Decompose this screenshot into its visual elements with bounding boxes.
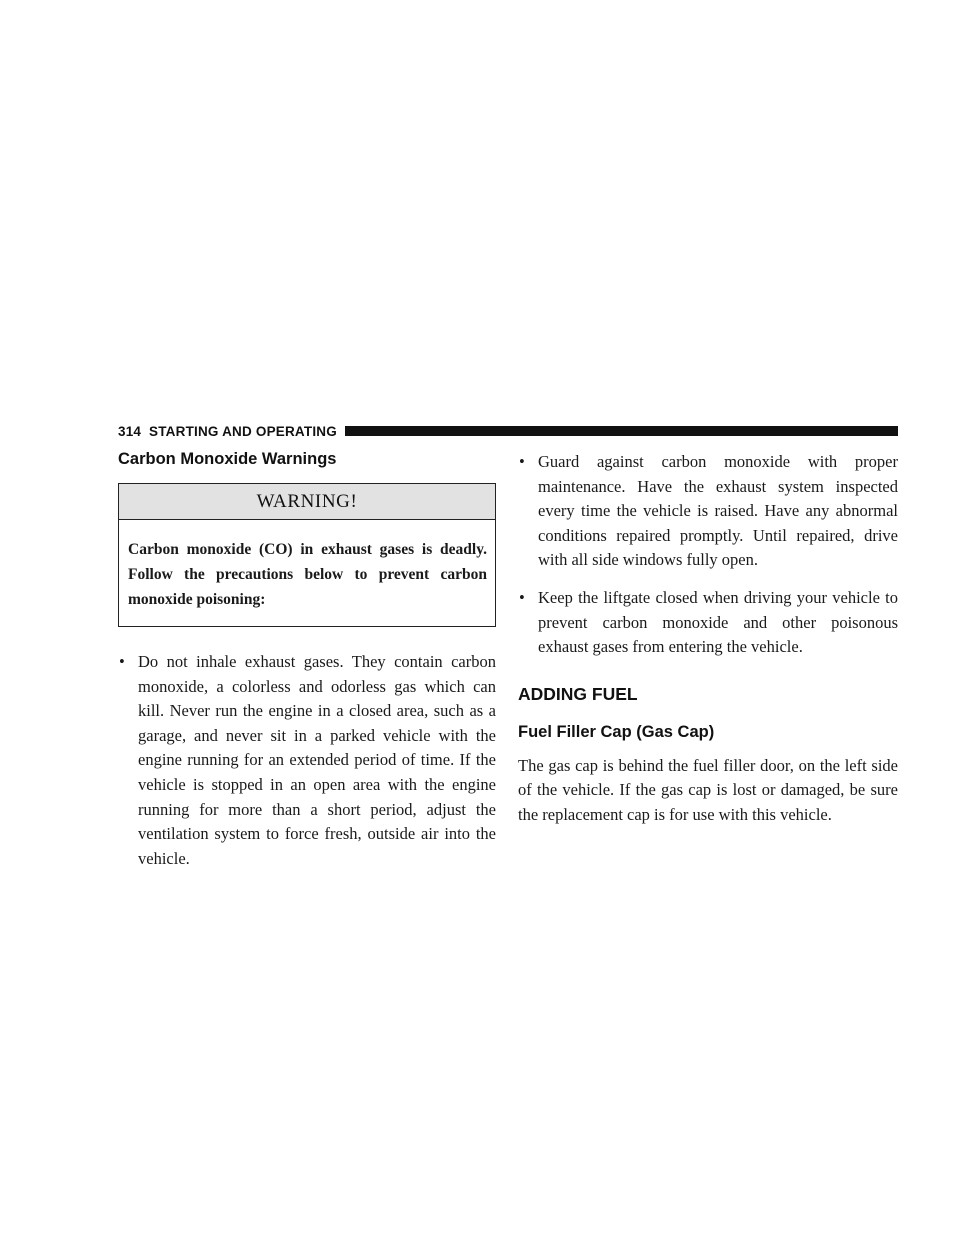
bullet-glyph: • — [519, 587, 525, 607]
bullet-list-left — [118, 650, 496, 871]
warning-title: WARNING! — [119, 484, 495, 520]
warning-body: Carbon monoxide (CO) in exhaust gases is deadly. Follow the precautions below to prevent carbon monoxide poisoning: — [128, 541, 487, 608]
page-number: 314 — [118, 423, 142, 439]
list-item — [518, 450, 898, 573]
list-item-text: Do not inhale exhaust gases. They contain carbon monoxide, a colorless and odorless gas which can kill. Never run the engine in a closed area, such as a garage, and never sit in a parked vehicle with the engine running for an extended period of time. If the vehicle is stopped in an open area with the engine running for more than a short period, adjust the ventilation system to force fresh, outside air into the vehicle. — [138, 652, 496, 868]
section-title: STARTING AND OPERATING — [149, 423, 337, 439]
major-heading-adding-fuel: ADDING FUEL — [518, 683, 638, 704]
right-column — [518, 450, 898, 828]
warning-box — [118, 483, 496, 627]
list-item-text: Guard against carbon monoxide with proper maintenance. Have the exhaust system inspected every time the vehicle is raised. Have any abnormal conditions repaired promptly. Until repaired, drive with all side windows fully open. — [538, 452, 898, 570]
section-heading-carbon-monoxide: Carbon Monoxide Warnings — [118, 450, 337, 468]
list-item — [118, 650, 496, 871]
header-label — [118, 424, 345, 439]
list-item — [518, 586, 898, 660]
page-header — [118, 421, 898, 441]
header-rule — [345, 426, 898, 436]
left-column — [118, 450, 496, 871]
list-item-text: Keep the liftgate closed when driving your vehicle to prevent carbon monoxide and other poisonous exhaust gases from entering the vehicle. — [538, 587, 898, 657]
bullet-glyph: • — [119, 652, 125, 671]
subheading-fuel-filler-cap: Fuel Filler Cap (Gas Cap) — [518, 722, 715, 741]
bullet-list-right — [518, 450, 898, 660]
bullet-glyph: • — [519, 452, 525, 471]
body-paragraph: The gas cap is behind the fuel filler door, on the left side of the vehicle. If the gas cap is lost or damaged, be sure the replacement cap is for use with this vehicle. — [518, 755, 898, 824]
